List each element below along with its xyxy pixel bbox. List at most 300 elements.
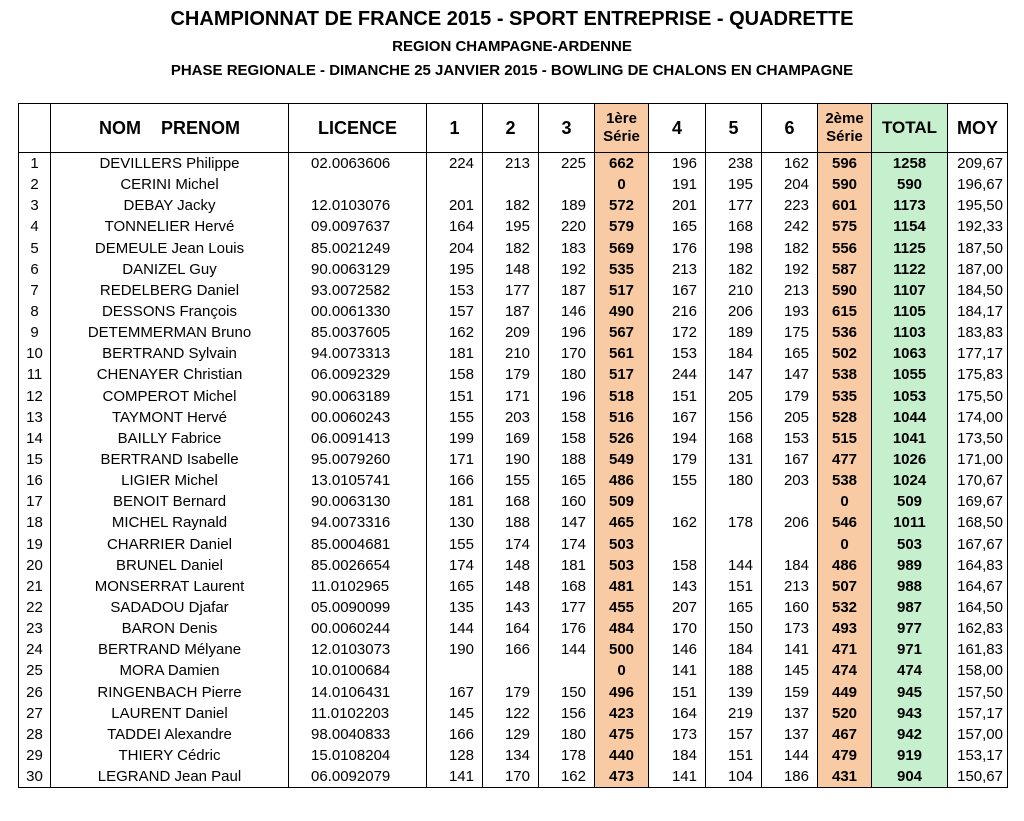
game6-score: 213 — [762, 280, 818, 301]
game3-score: 146 — [539, 301, 595, 322]
table-row — [19, 153, 1008, 175]
game4-score: 196 — [649, 153, 706, 175]
table-row — [19, 534, 1008, 555]
licence-cell: 85.0026654 — [289, 555, 427, 576]
table-row — [19, 259, 1008, 280]
game5-score: 144 — [706, 555, 762, 576]
game3-score: 144 — [539, 639, 595, 660]
game5-header: 5 — [706, 104, 762, 153]
game3-score: 177 — [539, 597, 595, 618]
licence-cell: 09.0097637 — [289, 216, 427, 237]
rank-cell: 16 — [19, 470, 51, 491]
game3-header: 3 — [539, 104, 595, 153]
total-score: 474 — [872, 660, 948, 681]
game1-score — [427, 660, 483, 681]
game6-score: 205 — [762, 407, 818, 428]
licence-cell: 00.0060243 — [289, 407, 427, 428]
name-cell: DEVILLERS Philippe — [51, 153, 289, 175]
average-cell: 175,83 — [948, 364, 1008, 385]
average-cell: 175,50 — [948, 386, 1008, 407]
game1-score: 151 — [427, 386, 483, 407]
name-cell: BERTRAND Mélyane — [51, 639, 289, 660]
name-cell: DANIZEL Guy — [51, 259, 289, 280]
name-cell: SADADOU Djafar — [51, 597, 289, 618]
game1-score: 171 — [427, 449, 483, 470]
game5-score: 205 — [706, 386, 762, 407]
game5-score: 184 — [706, 639, 762, 660]
game4-score: 143 — [649, 576, 706, 597]
game5-score: 139 — [706, 682, 762, 703]
total-score: 1026 — [872, 449, 948, 470]
rank-cell: 18 — [19, 512, 51, 533]
game4-score: 213 — [649, 259, 706, 280]
game2-score: 190 — [483, 449, 539, 470]
game4-score: 153 — [649, 343, 706, 364]
game3-score: 168 — [539, 576, 595, 597]
game3-score: 162 — [539, 766, 595, 788]
average-cell: 158,00 — [948, 660, 1008, 681]
licence-cell: 11.0102965 — [289, 576, 427, 597]
name-cell: TADDEI Alexandre — [51, 724, 289, 745]
average-cell: 157,17 — [948, 703, 1008, 724]
game6-score: 203 — [762, 470, 818, 491]
name-cell: THIERY Cédric — [51, 745, 289, 766]
serie1-total: 526 — [595, 428, 649, 449]
serie1-total: 567 — [595, 322, 649, 343]
game3-score: 189 — [539, 195, 595, 216]
average-cell: 157,50 — [948, 682, 1008, 703]
game5-score: 151 — [706, 576, 762, 597]
serie1-total: 518 — [595, 386, 649, 407]
serie1-total: 484 — [595, 618, 649, 639]
serie1-total: 535 — [595, 259, 649, 280]
game4-score: 172 — [649, 322, 706, 343]
name-cell: CHENAYER Christian — [51, 364, 289, 385]
game6-score: 147 — [762, 364, 818, 385]
game1-score: 155 — [427, 407, 483, 428]
game5-score: 184 — [706, 343, 762, 364]
average-cell: 171,00 — [948, 449, 1008, 470]
serie1-total: 496 — [595, 682, 649, 703]
serie1-total: 490 — [595, 301, 649, 322]
serie1-total: 517 — [595, 364, 649, 385]
game1-score — [427, 174, 483, 195]
serie1-total: 475 — [595, 724, 649, 745]
rank-cell: 14 — [19, 428, 51, 449]
table-row — [19, 618, 1008, 639]
game6-score: 145 — [762, 660, 818, 681]
game4-score: 179 — [649, 449, 706, 470]
game3-score: 158 — [539, 428, 595, 449]
game4-score: 207 — [649, 597, 706, 618]
average-cell: 184,50 — [948, 280, 1008, 301]
game1-score: 204 — [427, 238, 483, 259]
serie2-total: 493 — [818, 618, 872, 639]
header-row — [19, 104, 1008, 153]
serie1-total: 549 — [595, 449, 649, 470]
table-row — [19, 343, 1008, 364]
game3-score: 183 — [539, 238, 595, 259]
game5-score — [706, 534, 762, 555]
licence-cell: 02.0063606 — [289, 153, 427, 175]
game5-score: 157 — [706, 724, 762, 745]
game2-score: 187 — [483, 301, 539, 322]
game3-score — [539, 660, 595, 681]
game1-score: 199 — [427, 428, 483, 449]
licence-cell: 06.0092329 — [289, 364, 427, 385]
rank-cell: 10 — [19, 343, 51, 364]
serie1-total: 0 — [595, 660, 649, 681]
game6-score: 206 — [762, 512, 818, 533]
event-info: PHASE REGIONALE - DIMANCHE 25 JANVIER 2015 - BOWLING DE CHALONS EN CHAMPAGNE — [170, 62, 854, 79]
game1-score: 153 — [427, 280, 483, 301]
game1-score: 201 — [427, 195, 483, 216]
game5-score: 195 — [706, 174, 762, 195]
game2-score: 170 — [483, 766, 539, 788]
average-cell: 170,67 — [948, 470, 1008, 491]
game5-score: 188 — [706, 660, 762, 681]
game4-score: 162 — [649, 512, 706, 533]
rank-cell: 11 — [19, 364, 51, 385]
serie2-total: 515 — [818, 428, 872, 449]
total-score: 971 — [872, 639, 948, 660]
licence-cell: 12.0103076 — [289, 195, 427, 216]
game5-score — [706, 491, 762, 512]
game3-score: 165 — [539, 470, 595, 491]
serie2-total: 601 — [818, 195, 872, 216]
rank-cell: 26 — [19, 682, 51, 703]
serie2-total: 538 — [818, 364, 872, 385]
game6-score: 159 — [762, 682, 818, 703]
licence-header: LICENCE — [289, 104, 427, 153]
game4-score: 216 — [649, 301, 706, 322]
game3-score: 180 — [539, 724, 595, 745]
total-score: 1044 — [872, 407, 948, 428]
licence-cell: 14.0106431 — [289, 682, 427, 703]
name-cell: MORA Damien — [51, 660, 289, 681]
licence-cell: 10.0100684 — [289, 660, 427, 681]
game1-score: 174 — [427, 555, 483, 576]
game2-score: 179 — [483, 364, 539, 385]
table-row — [19, 364, 1008, 385]
serie1-total: 503 — [595, 534, 649, 555]
game3-score: 187 — [539, 280, 595, 301]
licence-cell: 85.0037605 — [289, 322, 427, 343]
average-cell: 161,83 — [948, 639, 1008, 660]
table-row — [19, 639, 1008, 660]
table-row — [19, 597, 1008, 618]
name-cell: TONNELIER Hervé — [51, 216, 289, 237]
serie2-total: 556 — [818, 238, 872, 259]
serie2-header — [818, 104, 872, 153]
average-cell: 174,00 — [948, 407, 1008, 428]
serie2-header-line1: 2ème — [825, 110, 864, 127]
region-subtitle: REGION CHAMPAGNE-ARDENNE — [392, 38, 632, 55]
licence-cell: 95.0079260 — [289, 449, 427, 470]
game3-score: 192 — [539, 259, 595, 280]
total-score: 1173 — [872, 195, 948, 216]
name-cell: BRUNEL Daniel — [51, 555, 289, 576]
game2-score: 148 — [483, 259, 539, 280]
serie2-total: 590 — [818, 174, 872, 195]
average-cell: 164,83 — [948, 555, 1008, 576]
game6-score: 144 — [762, 745, 818, 766]
rank-cell: 3 — [19, 195, 51, 216]
game4-score: 146 — [649, 639, 706, 660]
serie2-total: 474 — [818, 660, 872, 681]
table-row — [19, 216, 1008, 237]
average-cell: 157,00 — [948, 724, 1008, 745]
game2-score: 213 — [483, 153, 539, 175]
game4-score: 201 — [649, 195, 706, 216]
total-score: 1063 — [872, 343, 948, 364]
game4-score: 194 — [649, 428, 706, 449]
game6-score: 162 — [762, 153, 818, 175]
total-score: 1258 — [872, 153, 948, 175]
table-row — [19, 660, 1008, 681]
serie1-total: 572 — [595, 195, 649, 216]
game2-score: 171 — [483, 386, 539, 407]
game2-score — [483, 174, 539, 195]
game5-score: 131 — [706, 449, 762, 470]
game4-score: 176 — [649, 238, 706, 259]
game1-score: 164 — [427, 216, 483, 237]
total-score: 943 — [872, 703, 948, 724]
game6-score — [762, 534, 818, 555]
name-cell: DEMEULE Jean Louis — [51, 238, 289, 259]
game2-score: 209 — [483, 322, 539, 343]
total-score: 989 — [872, 555, 948, 576]
serie2-total: 535 — [818, 386, 872, 407]
average-cell: 187,00 — [948, 259, 1008, 280]
game1-score: 144 — [427, 618, 483, 639]
game5-score: 147 — [706, 364, 762, 385]
game3-score: 225 — [539, 153, 595, 175]
game3-score: 196 — [539, 322, 595, 343]
game1-score: 130 — [427, 512, 483, 533]
total-header: TOTAL — [872, 104, 948, 153]
game4-score: 165 — [649, 216, 706, 237]
serie1-total: 579 — [595, 216, 649, 237]
serie1-total: 481 — [595, 576, 649, 597]
game5-score: 151 — [706, 745, 762, 766]
game3-score — [539, 174, 595, 195]
rank-cell: 4 — [19, 216, 51, 237]
game2-score: 122 — [483, 703, 539, 724]
average-cell: 177,17 — [948, 343, 1008, 364]
game3-score: 176 — [539, 618, 595, 639]
licence-cell: 85.0004681 — [289, 534, 427, 555]
table-row — [19, 238, 1008, 259]
rank-cell: 24 — [19, 639, 51, 660]
game6-score: 175 — [762, 322, 818, 343]
rank-cell: 30 — [19, 766, 51, 788]
licence-cell: 94.0073313 — [289, 343, 427, 364]
serie1-total: 486 — [595, 470, 649, 491]
game5-score: 180 — [706, 470, 762, 491]
game5-score: 189 — [706, 322, 762, 343]
average-cell: 162,83 — [948, 618, 1008, 639]
serie2-total: 538 — [818, 470, 872, 491]
total-score: 977 — [872, 618, 948, 639]
game6-score: 137 — [762, 724, 818, 745]
serie2-total: 471 — [818, 639, 872, 660]
total-score: 1122 — [872, 259, 948, 280]
serie1-total: 440 — [595, 745, 649, 766]
average-cell: 169,67 — [948, 491, 1008, 512]
total-score: 1011 — [872, 512, 948, 533]
table-row — [19, 174, 1008, 195]
average-cell: 195,50 — [948, 195, 1008, 216]
total-score: 1055 — [872, 364, 948, 385]
game1-header: 1 — [427, 104, 483, 153]
serie2-total: 536 — [818, 322, 872, 343]
total-score: 988 — [872, 576, 948, 597]
table-row — [19, 280, 1008, 301]
game2-score: 174 — [483, 534, 539, 555]
game6-score: 213 — [762, 576, 818, 597]
serie1-total: 516 — [595, 407, 649, 428]
game5-score: 168 — [706, 216, 762, 237]
game6-score: 192 — [762, 259, 818, 280]
game2-score: 188 — [483, 512, 539, 533]
licence-cell: 05.0090099 — [289, 597, 427, 618]
game3-score: 220 — [539, 216, 595, 237]
game1-score: 155 — [427, 534, 483, 555]
serie1-total: 473 — [595, 766, 649, 788]
game3-score: 174 — [539, 534, 595, 555]
game4-score: 151 — [649, 386, 706, 407]
total-score: 942 — [872, 724, 948, 745]
game1-score: 167 — [427, 682, 483, 703]
game1-score: 190 — [427, 639, 483, 660]
table-row — [19, 682, 1008, 703]
game4-score: 167 — [649, 280, 706, 301]
serie1-header-line1: 1ère — [606, 110, 637, 127]
serie1-total: 509 — [595, 491, 649, 512]
game2-score: 210 — [483, 343, 539, 364]
game6-score: 153 — [762, 428, 818, 449]
rank-cell: 7 — [19, 280, 51, 301]
table-row — [19, 386, 1008, 407]
rank-cell: 8 — [19, 301, 51, 322]
total-score: 904 — [872, 766, 948, 788]
average-cell: 153,17 — [948, 745, 1008, 766]
total-score: 590 — [872, 174, 948, 195]
game6-score — [762, 491, 818, 512]
average-cell: 164,50 — [948, 597, 1008, 618]
game1-score: 141 — [427, 766, 483, 788]
total-score: 1107 — [872, 280, 948, 301]
name-cell: CERINI Michel — [51, 174, 289, 195]
licence-cell: 15.0108204 — [289, 745, 427, 766]
serie1-total: 569 — [595, 238, 649, 259]
serie2-total: 528 — [818, 407, 872, 428]
game1-score: 145 — [427, 703, 483, 724]
name-cell: CHARRIER Daniel — [51, 534, 289, 555]
game1-score: 181 — [427, 491, 483, 512]
game3-score: 147 — [539, 512, 595, 533]
game2-score: 164 — [483, 618, 539, 639]
total-score: 1103 — [872, 322, 948, 343]
game3-score: 150 — [539, 682, 595, 703]
name-cell: BERTRAND Sylvain — [51, 343, 289, 364]
game6-score: 179 — [762, 386, 818, 407]
game5-score: 150 — [706, 618, 762, 639]
table-row — [19, 449, 1008, 470]
serie2-total: 0 — [818, 534, 872, 555]
game5-score: 238 — [706, 153, 762, 175]
name-cell: TAYMONT Hervé — [51, 407, 289, 428]
total-score: 945 — [872, 682, 948, 703]
table-row — [19, 745, 1008, 766]
name-cell: LIGIER Michel — [51, 470, 289, 491]
game2-score: 148 — [483, 576, 539, 597]
page-title: CHAMPIONNAT DE FRANCE 2015 - SPORT ENTREPRISE - QUADRETTE — [170, 8, 854, 30]
name-cell: MONSERRAT Laurent — [51, 576, 289, 597]
game4-score: 155 — [649, 470, 706, 491]
game2-score: 134 — [483, 745, 539, 766]
game6-score: 173 — [762, 618, 818, 639]
game5-score: 198 — [706, 238, 762, 259]
serie1-total: 455 — [595, 597, 649, 618]
total-score: 1154 — [872, 216, 948, 237]
average-cell: 173,50 — [948, 428, 1008, 449]
serie1-total: 0 — [595, 174, 649, 195]
serie2-total: 532 — [818, 597, 872, 618]
game3-score: 156 — [539, 703, 595, 724]
table-row — [19, 512, 1008, 533]
game2-score: 182 — [483, 238, 539, 259]
licence-cell — [289, 174, 427, 195]
serie2-total: 590 — [818, 280, 872, 301]
name-cell: RINGENBACH Pierre — [51, 682, 289, 703]
total-score: 919 — [872, 745, 948, 766]
serie2-total: 467 — [818, 724, 872, 745]
serie2-total: 507 — [818, 576, 872, 597]
name-cell: BERTRAND Isabelle — [51, 449, 289, 470]
game1-score: 166 — [427, 724, 483, 745]
licence-cell: 06.0092079 — [289, 766, 427, 788]
average-cell: 192,33 — [948, 216, 1008, 237]
serie2-total: 479 — [818, 745, 872, 766]
game2-score: 143 — [483, 597, 539, 618]
average-cell: 196,67 — [948, 174, 1008, 195]
serie1-header-line2: Série — [603, 128, 640, 145]
rank-cell: 22 — [19, 597, 51, 618]
game4-score: 170 — [649, 618, 706, 639]
rank-cell: 13 — [19, 407, 51, 428]
table-row — [19, 428, 1008, 449]
results-table — [18, 103, 1008, 788]
rank-cell: 29 — [19, 745, 51, 766]
game6-score: 223 — [762, 195, 818, 216]
game5-score: 206 — [706, 301, 762, 322]
name-cell: LEGRAND Jean Paul — [51, 766, 289, 788]
game6-score: 160 — [762, 597, 818, 618]
name-cell: DEBAY Jacky — [51, 195, 289, 216]
serie1-total: 500 — [595, 639, 649, 660]
serie2-total: 486 — [818, 555, 872, 576]
licence-cell: 94.0073316 — [289, 512, 427, 533]
name-cell: LAURENT Daniel — [51, 703, 289, 724]
rank-cell: 23 — [19, 618, 51, 639]
game4-score: 141 — [649, 766, 706, 788]
licence-cell: 90.0063130 — [289, 491, 427, 512]
serie2-total: 520 — [818, 703, 872, 724]
game2-score: 177 — [483, 280, 539, 301]
licence-cell: 13.0105741 — [289, 470, 427, 491]
